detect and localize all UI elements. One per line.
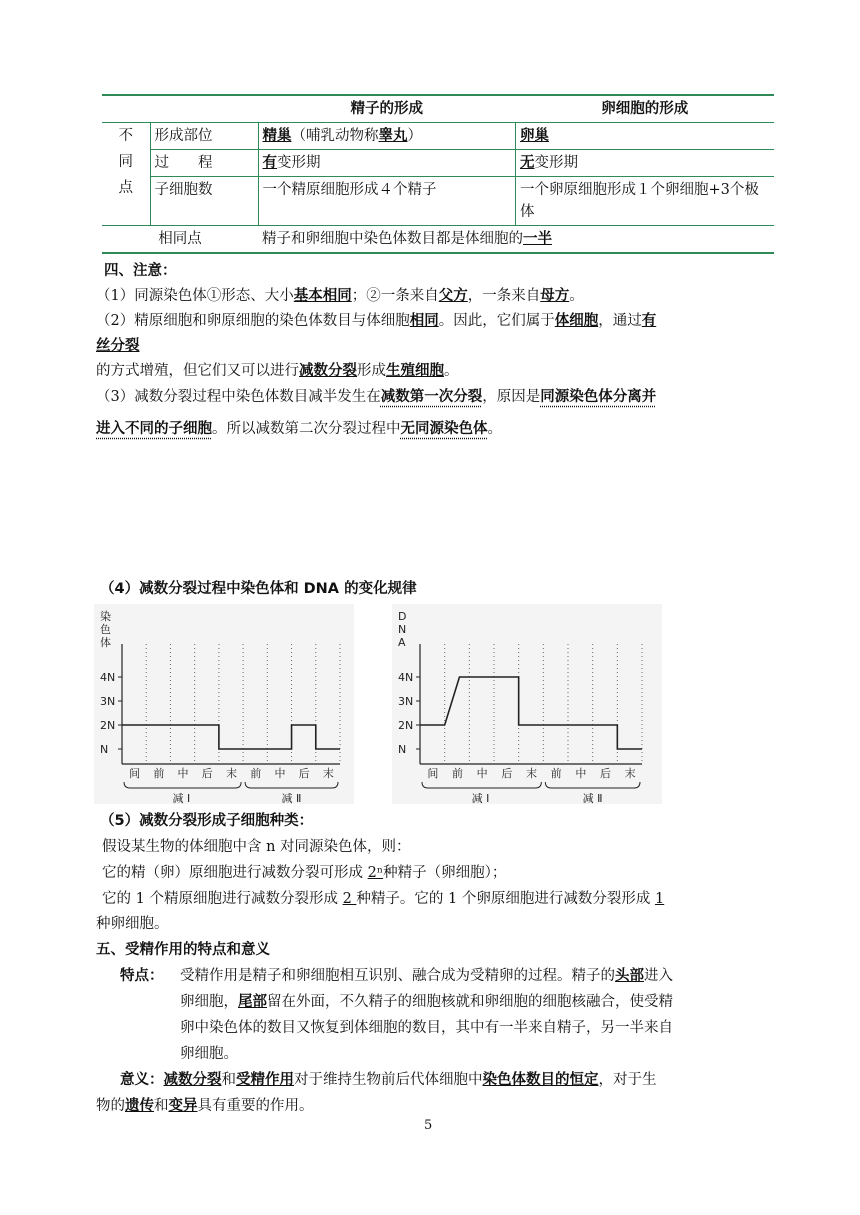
x-tick-label: 中: [476, 767, 488, 780]
text: （2）精原细胞和卵原细胞的染色体数目与体细胞: [96, 313, 410, 329]
keyword: 减数分裂: [163, 1072, 222, 1088]
y-tick-label: 4N: [100, 671, 116, 684]
s5-line3: [102, 888, 664, 910]
text: 。因此，它们属于: [438, 313, 555, 329]
text: 形成: [357, 363, 386, 379]
text: 进入: [644, 968, 673, 984]
keyword: 减数分裂: [299, 363, 357, 379]
text: 它的 1 个精原细胞进行减数分裂形成: [102, 891, 343, 907]
keyword: 有: [262, 155, 277, 171]
y-axis-label: N: [398, 623, 407, 636]
keyword: 卵巢: [520, 128, 549, 144]
dna-chart: [392, 604, 662, 804]
same-label: 相同点: [102, 226, 258, 254]
text: ，一条来自: [467, 288, 541, 304]
text: 具有重要的作用。: [197, 1098, 314, 1114]
same-cell: [258, 226, 774, 254]
x-tick-label: 末: [526, 767, 537, 780]
y-tick-label: 3N: [398, 695, 414, 708]
text: （3）减数分裂过程中染色体数目减半发生在: [96, 389, 381, 405]
text: 对于维持生物前后代体细胞中: [294, 1072, 483, 1088]
text: ）: [407, 128, 422, 144]
keyword: 受精作用: [236, 1072, 294, 1088]
sig-label: 意义：: [120, 1072, 164, 1088]
x-tick-label: 末: [624, 767, 636, 780]
text: 物的: [96, 1098, 125, 1114]
text: 。: [444, 363, 459, 379]
x-tick-label: 前: [153, 767, 165, 780]
y-tick-label: N: [398, 743, 407, 756]
keyword: 变异: [168, 1098, 198, 1114]
diff-char: 不: [118, 128, 133, 144]
group-label: 减 Ⅰ: [172, 792, 191, 804]
x-tick-label: 间: [129, 767, 141, 780]
keyword: 睾丸: [378, 128, 408, 144]
section5b-title: 五、受精作用的特点和意义: [96, 942, 270, 958]
keyword: 一半: [523, 231, 552, 247]
text: 变形期: [277, 155, 321, 171]
sperm-cell: 一个精原细胞形成４个精子: [258, 177, 516, 226]
group-label: 减 Ⅱ: [582, 792, 603, 804]
text: 它的精（卵）原细胞进行减数分裂可形成: [102, 865, 368, 881]
text: （1）同源染色体①形态、大小: [96, 288, 294, 304]
keyword: 染色体数目的恒定: [482, 1072, 599, 1088]
x-tick-label: 前: [452, 767, 463, 780]
keyword: 2: [342, 891, 357, 907]
y-tick-label: 3N: [100, 695, 116, 708]
text: 变形期: [534, 155, 578, 171]
x-tick-label: 后: [201, 767, 213, 780]
keyword: 尾部: [238, 994, 267, 1010]
y-tick-label: 2N: [100, 719, 116, 732]
note-2-cont: [96, 335, 140, 357]
significance-line2: [96, 1095, 314, 1117]
feature-label: 特点：: [120, 968, 164, 984]
keyword: 1: [654, 891, 665, 907]
diff-label: [102, 123, 150, 226]
egg-cell: 一个卵原细胞形成１个卵细胞+3个极体: [516, 177, 775, 226]
keyword: 无: [520, 155, 535, 171]
group-label: 减 Ⅱ: [281, 792, 302, 804]
sperm-cell: [258, 150, 516, 177]
text: 受精作用是精子和卵细胞相互识别、融合成为受精卵的过程。精子的: [180, 968, 615, 984]
col-header-egg: 卵细胞的形成: [516, 95, 775, 123]
keyword: 头部: [615, 968, 644, 984]
text: ，通过: [598, 313, 642, 329]
keyword: 精巢: [262, 128, 292, 144]
feature-line1: [180, 965, 673, 987]
x-tick-label: 后: [501, 767, 513, 780]
egg-cell: [516, 123, 775, 150]
text: ；②一条来自: [351, 288, 439, 304]
note-2-cont2: [96, 360, 459, 382]
x-tick-label: 中: [274, 767, 286, 780]
egg-cell: [516, 150, 775, 177]
feature-line2: [180, 991, 673, 1013]
keyword: 遗传: [125, 1098, 154, 1114]
row-label: 形成部位: [150, 123, 258, 150]
keyword: 进入不同的子细胞: [96, 421, 212, 437]
x-tick-label: 末: [226, 767, 237, 780]
s5-line4: 种卵细胞。: [96, 916, 169, 932]
y-axis-label: 染: [100, 610, 111, 623]
x-tick-label: 后: [600, 767, 611, 780]
text: 和: [154, 1098, 169, 1114]
comparison-table: [102, 94, 774, 254]
x-tick-label: 前: [250, 767, 262, 780]
group-label: 减 Ⅰ: [471, 792, 490, 804]
text: 种精子（卵细胞）；: [383, 865, 507, 881]
y-axis-label: D: [398, 610, 407, 623]
keyword: 同源染色体分离并: [540, 389, 657, 405]
note-3: [96, 386, 656, 408]
feature-line3: 卵中染色体的数目又恢复到体细胞的数目，其中有一半来自精子，另一半来自: [180, 1020, 673, 1036]
sperm-cell: [258, 123, 516, 150]
keyword: 2ⁿ: [367, 865, 384, 881]
text: 。所以减数第二次分裂过程中: [212, 421, 401, 437]
page-number: 5: [424, 1118, 433, 1133]
y-axis-label: 体: [100, 636, 111, 649]
text: ，原因是: [482, 389, 541, 405]
diff-char: 点: [118, 180, 133, 196]
note-3-cont: [96, 418, 502, 440]
row-label: 过 程: [150, 150, 258, 177]
section4-4-title: （4）减数分裂过程中染色体和 DNA 的变化规律: [100, 581, 417, 597]
s5-line1: 假设某生物的体细胞中含 n 对同源染色体，则：: [102, 839, 411, 855]
text: 和: [221, 1072, 236, 1088]
y-tick-label: 2N: [398, 719, 414, 732]
text: 的方式增殖，但它们又可以进行: [96, 363, 299, 379]
y-tick-label: N: [100, 743, 109, 756]
x-tick-label: 末: [322, 767, 334, 780]
text: （哺乳动物称: [291, 128, 379, 144]
text: 种精子。它的 1 个卵原细胞进行减数分裂形成: [356, 891, 655, 907]
keyword: 母方: [540, 288, 570, 304]
text: 精子和卵细胞中染色体数目都是体细胞的: [262, 231, 523, 247]
keyword: 减数第一次分裂: [380, 389, 483, 405]
feature-line4: 卵细胞。: [180, 1046, 238, 1062]
note-2: [96, 310, 656, 332]
keyword: 生殖细胞: [386, 363, 444, 379]
keyword: 相同: [409, 313, 439, 329]
y-axis-label: 色: [100, 623, 111, 636]
y-tick-label: 4N: [398, 671, 414, 684]
chromosome-chart: [94, 604, 354, 804]
section4-title: 四、注意：: [104, 263, 177, 279]
section5-title: （5）减数分裂形成子细胞种类：: [100, 813, 314, 829]
x-tick-label: 中: [177, 767, 189, 780]
y-axis-label: A: [398, 636, 406, 649]
text: 。: [569, 288, 584, 304]
keyword: 父方: [438, 288, 468, 304]
text: 留在外面，不久精子的细胞核就和卵细胞的细胞核融合，使受精: [267, 994, 673, 1010]
keyword: 基本相同: [293, 288, 352, 304]
text: ，对于生: [598, 1072, 657, 1088]
note-1: [96, 285, 584, 307]
keyword: 丝分裂: [96, 338, 140, 354]
significance-line1: [120, 1069, 657, 1091]
text: 卵细胞，: [180, 994, 238, 1010]
keyword: 有: [641, 313, 657, 329]
x-tick-label: 中: [575, 767, 587, 780]
text: 。: [487, 421, 502, 437]
col-header-sperm: 精子的形成: [258, 95, 516, 123]
s5-line2: [102, 862, 506, 884]
keyword: 体细胞: [554, 313, 599, 329]
x-tick-label: 后: [298, 767, 310, 780]
diff-char: 同: [118, 154, 133, 170]
x-tick-label: 间: [427, 767, 439, 780]
x-tick-label: 前: [550, 767, 562, 780]
row-label: 子细胞数: [150, 177, 258, 226]
keyword: 无同源染色体: [400, 421, 488, 437]
